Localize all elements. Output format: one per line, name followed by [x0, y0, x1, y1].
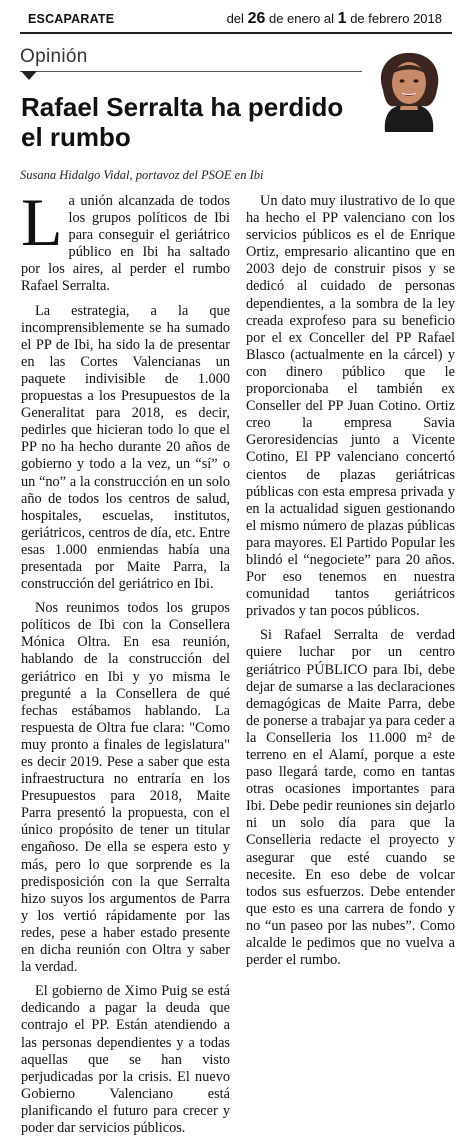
category-pointer-icon: [21, 71, 37, 80]
article-paragraph-2: La estrategia, a la que incomprensiblemente se ha sumado el PP de Ibi, ha sido la de presentar en las Cortes Valencianas un paquete indivisible de 1.000 propuestas a los Presupuestos de la Generalitat para 2018, es decir, pedirles que hicieran todo lo que el PP no ha hecho durante 20 años de gobierno y todo a la vez, un “sí” o un “no” a la construcción en un solo año de todos los centros de salud, hospitales, escuelas, institutos, geriátricos, centros de día, etc. Entre esas 1.000 enmiendas había una presentada por Maite Parra, la construcción del geriátrico en Ibi.: [21, 302, 230, 593]
article-paragraph-4: El gobierno de Ximo Puig se está dedicando a pagar la deuda que contrajo el PP. Están atendiendo a las personas dependientes y a todas aquellas que se han visto perjudicadas por la crisis. El nuevo Gobierno Valenciano está planificando el futuro para crecer y poder dar servicios públicos.: [21, 983, 230, 1136]
date-day-end: 1: [337, 10, 347, 27]
date-prefix: del: [226, 11, 244, 26]
article-paragraph-3: Nos reunimos todos los grupos políticos de Ibi con la Consellera Mónica Oltra. En esa reunión, hablando de la construcción del geriátrico en Ibi y yo misma le pregunté a la Consellera de qué fechas estábamos hablando. La respuesta de Oltra fue clara: "Como muy pronto a finales de legislatura" es decir 2019. Pese a saber que esta infraestructura no entraría en los Presupuestos para 2018, Maite Parra presentó la propuesta, con el único propósito de tener un titular engañoso. De ella se espera esto y más, pero lo que sorprende es la predisposición con la que Serralta hizo suyos los argumentos de Parra y los vertió rápidamente por las redes, pese a haber estado presente en dicha reunión con Oltra y saber la verdad.: [21, 600, 230, 976]
article-headline: Rafael Serralta ha perdido el rumbo: [21, 92, 344, 152]
section-name: ESCAPARATE: [28, 12, 115, 26]
article-paragraph-5: Un dato muy ilustrativo de lo que ha hecho el PP valenciano con los servicios públicos es el de Enrique Ortiz, empresario alicantino que en 2003 dejo de construir pisos y se dedicó al cuidado de personas dependientes, a la sombra de la ley creada exprofeso para su beneficio por el ex Conceller del PP Rafael Blasco (actualmente en la cárcel) y con dinero público que le proporcionaba el también ex Conseller del PP Juan Cotino. Ortiz creo la empresa Savia Geroresidencias junto a Vicente Cotino, El PP valenciano concertó cientos de plazas geriátricas públicas con esta empresa privada y en la actualidad siguen gestionando el mismo número de plazas públicas para mayores. El Partido Popular les blindó el “negociete” para 20 años. Por eso tenemos en nuestra comunidad tantos geriátricos privados y tan pocos públicos.: [246, 193, 455, 620]
date-day-start: 26: [247, 10, 266, 27]
paragraph-text: a unión alcanzada de todos los grupos políticos de Ibi para conseguir el geriátrico público en Ibi ha saltado por los aires, al perder el rumbo Rafael Serralta.: [21, 193, 230, 295]
article-paragraph-1: [21, 184, 230, 296]
article-body: [21, 184, 455, 1138]
date-middle: de enero al: [268, 11, 335, 26]
article-byline: Susana Hidalgo Vidal, portavoz del PSOE en Ibi: [20, 168, 264, 182]
article-paragraph-6: Si Rafael Serralta de verdad quiere luchar por un centro geriátrico PÚBLICO para Ibi, debe dejar de sumarse a las declaraciones demagógicas de Maite Parra, debe de ponerse a trabajar ya para ceder a la Conselleria los 11.000 m² de terreno en el Alamí, porque a este paso llegará tarde, como en tantas otras ocasiones importantes para Ibi. Debe pedir reuniones sin dejarlo ni un solo día para que la Conselleria redacte el proyecto y asegurar que esté cuando se necesite. En eso debe de volcar todos sus esfuerzos. Debe entender que esto es una carrera de fondo y no “un paseo por las nubes”. Como alcalde le pedimos que no vuelva a perder el rumbo.: [246, 627, 455, 969]
page-header: [20, 6, 452, 34]
author-portrait-icon: [363, 50, 455, 132]
issue-date: [227, 10, 442, 28]
drop-cap: L: [21, 184, 63, 260]
category-label: Opinión: [20, 46, 88, 67]
date-suffix: de febrero 2018: [350, 11, 442, 26]
category-rule: [20, 71, 362, 72]
